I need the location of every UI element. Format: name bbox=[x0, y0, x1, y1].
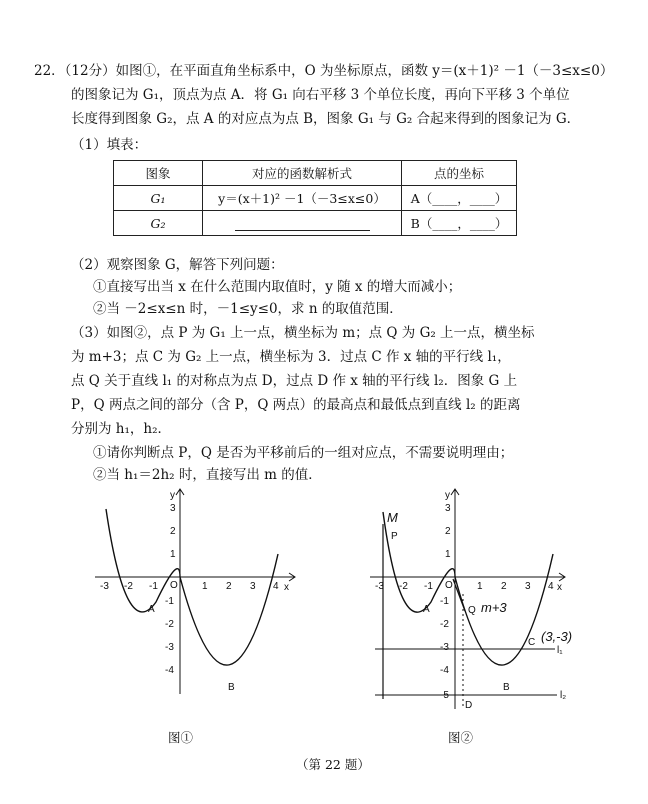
x-axis-label: x bbox=[284, 582, 289, 593]
x-tick: 2 bbox=[501, 581, 507, 592]
line-l1-label: l₁ bbox=[557, 645, 563, 656]
figure-2 bbox=[365, 484, 615, 724]
part3-line5: 分别为 h₁，h₂． bbox=[71, 421, 172, 437]
y-tick: -5 bbox=[440, 690, 449, 701]
table-cell-point: A（____，____） bbox=[402, 186, 517, 211]
y-tick: 1 bbox=[170, 549, 176, 560]
table-header-cell: 点的坐标 bbox=[402, 161, 517, 186]
x-tick: 4 bbox=[273, 581, 279, 592]
point-d-label: D bbox=[465, 700, 473, 711]
question-intro-line3: 长度得到图象 G₂，点 A 的对应点为点 B，图象 G₁ 与 G₂ 合起来得到的图象记为 G． bbox=[71, 111, 581, 127]
y-tick: -2 bbox=[165, 619, 174, 630]
table-cell-name: G₁ bbox=[114, 186, 203, 211]
x-tick: -2 bbox=[124, 581, 133, 592]
y-tick: -4 bbox=[165, 665, 174, 676]
table-row bbox=[114, 186, 517, 211]
table-header-row bbox=[114, 161, 517, 186]
point-b-label: B bbox=[228, 682, 235, 693]
part3-q2: ②当 h₁＝2h₂ 时，直接写出 m 的值． bbox=[93, 467, 322, 483]
x-tick: -1 bbox=[149, 581, 158, 592]
y-tick: -3 bbox=[165, 642, 174, 653]
table-cell-formula: y＝(x＋1)² －1（－3≤x≤0） bbox=[203, 186, 402, 211]
y-tick: 3 bbox=[170, 503, 176, 514]
part2-q2: ②当 －2≤x≤n 时，－1≤y≤0，求 n 的取值范围． bbox=[93, 301, 403, 317]
point-q-label: Q bbox=[468, 605, 476, 616]
y-axis-label: y bbox=[170, 490, 175, 501]
origin-label: O bbox=[170, 580, 178, 591]
point-a-label: A bbox=[423, 604, 430, 615]
answer-table bbox=[113, 160, 517, 236]
y-axis-label: y bbox=[445, 490, 450, 501]
x-tick: -2 bbox=[399, 581, 408, 592]
x-tick: -3 bbox=[375, 581, 384, 592]
x-tick: 3 bbox=[250, 581, 256, 592]
y-tick: -3 bbox=[440, 642, 449, 653]
y-tick: -1 bbox=[440, 596, 449, 607]
figure-1 bbox=[90, 484, 300, 724]
point-b-label: B bbox=[503, 682, 510, 693]
x-tick: 1 bbox=[202, 581, 208, 592]
y-tick: -4 bbox=[440, 665, 449, 676]
x-tick: 4 bbox=[548, 581, 554, 592]
part1-label: （1）填表： bbox=[71, 137, 148, 153]
part3-line4: P，Q 两点之间的部分（含 P，Q 两点）的最高点和最低点到直线 l₂ 的距离 bbox=[71, 397, 521, 413]
y-tick: -1 bbox=[165, 596, 174, 607]
part3-line1: （3）如图②，点 P 为 G₁ 上一点，横坐标为 m；点 Q 为 G₂ 上一点，横坐标 bbox=[71, 325, 535, 341]
figure-1-caption: 图① bbox=[168, 730, 194, 745]
part2-q1: ①直接写出当 x 在什么范围内取值时，y 随 x 的增大而减小； bbox=[93, 279, 462, 295]
table-cell-point: B（____，____） bbox=[402, 211, 517, 236]
question-intro-line2: 的图象记为 G₁，顶点为点 A．将 G₁ 向右平移 3 个单位长度，再向下平移 3 个单位 bbox=[71, 87, 570, 103]
table-header-cell: 对应的函数解析式 bbox=[203, 161, 402, 186]
curve-g2 bbox=[180, 554, 278, 665]
origin-label: O bbox=[445, 580, 453, 591]
point-p-label: P bbox=[391, 531, 398, 542]
answer-blank-line[interactable] bbox=[235, 217, 370, 231]
part2-label: （2）观察图象 G，解答下列问题： bbox=[71, 257, 284, 273]
point-a-label: A bbox=[148, 604, 155, 615]
table-cell-name: G₂ bbox=[114, 211, 203, 236]
x-tick: -3 bbox=[100, 581, 109, 592]
handwritten-c-coord: (3,-3) bbox=[541, 629, 573, 644]
table-header-cell: 图象 bbox=[114, 161, 203, 186]
x-tick: 1 bbox=[477, 581, 483, 592]
x-tick: -1 bbox=[424, 581, 433, 592]
table-cell-formula-blank[interactable] bbox=[203, 211, 402, 236]
part3-line2: 为 m+3；点 C 为 G₂ 上一点，横坐标为 3．过点 C 作 x 轴的平行线 l₁， bbox=[71, 349, 511, 365]
x-tick: 3 bbox=[525, 581, 531, 592]
part3-line3: 点 Q 关于直线 l₁ 的对称点为点 D，过点 D 作 x 轴的平行线 l₂．图象 G 上 bbox=[71, 373, 518, 389]
figure-2-caption: 图② bbox=[448, 730, 474, 745]
x-axis-label: x bbox=[557, 582, 562, 593]
y-tick: 3 bbox=[445, 503, 451, 514]
handwritten-m-plus-3: m+3 bbox=[481, 600, 507, 615]
line-l2-label: l₂ bbox=[560, 690, 567, 701]
y-tick: 2 bbox=[445, 526, 451, 537]
y-tick: 2 bbox=[170, 526, 176, 537]
y-tick: -2 bbox=[440, 619, 449, 630]
question-header: 22．（12分）如图①，在平面直角坐标系中，O 为坐标原点，函数 y＝(x＋1)² －1（－3≤x≤0） bbox=[34, 63, 614, 79]
point-c-label: C bbox=[528, 637, 536, 648]
table-row bbox=[114, 211, 517, 236]
handwritten-m-label: M bbox=[387, 510, 398, 525]
y-tick: 1 bbox=[445, 549, 451, 560]
part3-q1: ①请你判断点 P，Q 是否为平移前后的一组对应点，不需要说明理由； bbox=[93, 445, 514, 461]
x-tick: 2 bbox=[226, 581, 232, 592]
footer-question-number: （第 22 题） bbox=[296, 757, 370, 772]
